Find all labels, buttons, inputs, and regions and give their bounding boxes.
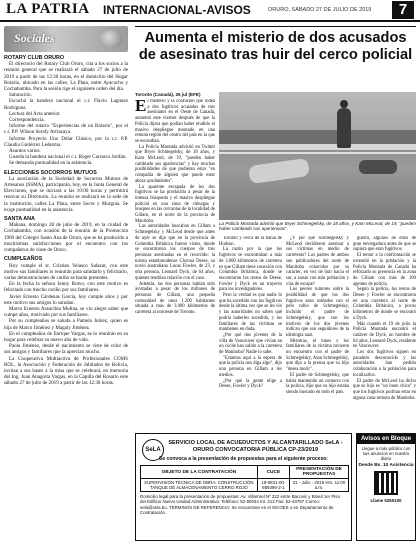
sociales-heading: SANTA ANA: [4, 216, 35, 223]
sociales-paragraph: Paola Jiménez, desde el nacimiento se viste de color de sus amigos y familiares que la aprecian mucho.: [4, 343, 128, 356]
ad-table: [140, 465, 349, 492]
sociales-heading: CUMPLEAÑOS: [4, 256, 43, 263]
sociales-paragraph: Lectura del Acta anterior.: [9, 110, 61, 117]
sociales-paragraph: Javier Ernesto Cárdenas García, hoy cumple años y por este motivo sus amigos lo saludan.: [4, 293, 128, 306]
ad-table-cell: SUPERVISIÓN TÉCNICA DE OBRA: CONSTRUCCIÓN TANQUE DE ALMACENAMIENTO CERRO ROJO: [141, 479, 258, 492]
sociales-paragraph: Mañana, domingo 28 de julio de 2019, en la ciudad de Cochabamba, con ocasión de la reunión de la Promoción 1969 del Colegio Santo Ana de Oruro, que se ha producido a muchísimas satisfacciones por el encuentro con los compañeros de clase de Oruro.: [4, 222, 128, 254]
avisos-box: [356, 433, 416, 541]
story-paragraph: La Policía Montada advirtió en Twitter que Bryer Schmegelsky, de 18 años, y Kam McLeod, de 19, "pueden haber cambiado sus apariencias" y hay muchas posibilidades de que pudieran estar "en compañía de alguien que puede estar ahora ayudándoles".: [135, 144, 215, 184]
story-headline: Aumenta el misterio de dos acusados de asesinato tras huir del cerco policial: [138, 30, 413, 63]
story-column-1: [135, 99, 215, 429]
sela-logo: SeLA: [142, 439, 164, 461]
sociales-paragraph: Salutación.: [9, 92, 32, 99]
flower-icon: [100, 30, 122, 48]
section-title: INTERNACIONAL-AVISOS: [103, 3, 251, 17]
story-paragraph: ¿Por qué dos jóvenes de la villa de Vancouver que vivían en un coche han salido a la carretera de Manitoba? Nadie lo sabe.: [219, 332, 282, 356]
story-paragraph: El padre de McLeod ha dicho que su hijo es "un buen chico" y que los fugitivos podrían estar en alguna zona remota de Manitoba.: [353, 378, 416, 401]
ad-table-header: CUCE: [257, 466, 289, 479]
newspaper-brand: LA PATRIA: [6, 1, 90, 17]
sociales-paragraph: Marco Ernesto Arancibia Molina, se vio alegre saber que cumpe años, motivado por sus familiares.: [4, 305, 128, 319]
story-paragraph: Los peores rumores sobre la posibilidad de que los dos fugitivos sean soldados con el pelo rubio de Schmegelsky, incluido el padre de Schmegelsky, que con los motivos de los dos jóvenes indican que son seguidores de la ideología nazi.: [286, 287, 349, 338]
top-rule: [135, 26, 416, 27]
ad-footer: Domicilio legal para la presentación de propuestas: Av. Villarroel Nº 222 entre Bacovic y Brasil 1er Piso del Edificio Nuevo Unidad Administrativa. Teléfono: 52-50044 Int. 212 Fax: 52-43787 Correo: sela@sela.bo. TÉRMINOS DE REFERENCIA: Se encuentran en el SICOES o en Departamento de Contratación.: [140, 494, 341, 515]
sociales-paragraph: Asuntos varios.: [9, 148, 41, 155]
sociales-title: Sociales: [14, 31, 55, 45]
ad-table-cell: 19-0831-00-959396-2-1: [257, 479, 289, 492]
ad-table-header: OBJETO DE LA CONTRATACIÓN: [141, 466, 258, 479]
avisos-subtitle: Llegue a más público con sus anuncios en nuestro diario: [361, 446, 411, 461]
sela-ad: [135, 433, 352, 541]
story-paragraph: La aparente escapada de los dos fugitivos se ha producido a pesar de la intensa búsqueda y el masivo despliegue policial en una zona de ciénagas y bosques en las cercanías de la localidad de Gillam, en el norte de la provincia de Manitoba.: [135, 184, 215, 224]
sociales-paragraph: Informe del rotario "Experiencias de un Rotario", por el c.r. P.P. Wilson Serafy Arriazaya.: [4, 123, 128, 136]
page-number: 7: [392, 1, 414, 19]
ad-table-header: PRESENTACIÓN DE PROPUESTAS: [289, 466, 348, 479]
story-paragraph: La razón por la que los fugitivos se encontraban a más de 3.000 kilómetros de carretera es que Gillam tiene conexión con Columbia Británica, donde se encontraron los restos de Deese, Fowler y Dyck en un trayecto para los investigadores.: [219, 247, 282, 293]
sociales-paragraph: La asociación de la Sociedad de Socorros Mutuos de Artesanos (SSMA), participarán, hoy, en la Junta General de Elecciones, que se iniciará a las 10:00 horas y permitirá renovar su Directorio. La reunión se realizará en la sede de la institución, calles La Plata, entre Sucre y Murguía. Se exige puntualidad en la asistencia.: [4, 175, 128, 213]
drop-cap: E: [135, 99, 147, 115]
story-paragraph: ¿Y por qué Schmegelsky y McLeod decidieron asesinar a sus víctimas en medio de carreteras? Los padres de ambos son publicadores del norte de Manitoba conocidos por su carácter, en vez de huir hacia el sur, a zonas con más población y vías de escape?: [286, 236, 349, 287]
news-photo: [219, 92, 416, 220]
story-paragraph: Pero la verdad es que nadie lo que ha sucedido con los fugitivos desde la última vez que se les vio y las autoridades no saben qué podría haberles sucedido, y los familiares de las víctimas se mantienen en duda.: [219, 293, 282, 333]
avisos-price: Desde Bs. 10 Asistencia: [358, 463, 414, 468]
sociales-heading: ROTARY CLUB ORURO: [4, 55, 65, 61]
sociales-paragraph: En la fecha la señora Jenny Bravo, con este motivo es felicitada con mucho cariño por sus familiares.: [4, 281, 128, 294]
story-column-3: [286, 236, 349, 429]
story-paragraph: Más cuando el 19 de julio la Policía Montada encontró el cadáver de Dyck, un hombre de 64 años, Leonard Dyck, residente en Vancouver.: [353, 321, 416, 350]
story-paragraph: Los dos fugitivos siguen en paradero desconocido y las autoridades han pedido colaboración a la población para localizarlos.: [353, 350, 416, 378]
story-column-2: [219, 236, 282, 429]
ad-heading: SERVICIO LOCAL DE ACUEDUCTOS Y ALCANTARILLADO SeLA - ORURO CONVOCATORIA PÚBLICA CP-23/2019: [168, 440, 343, 453]
sociales-paragraph: Informe Proyecto Uno Dólar Clásico, por la c.r. P.P. Claudia Gutiérrez Ledezma.: [4, 135, 128, 148]
sociales-heading: ELECCIONES SOCORROS MUTUOS: [4, 169, 97, 176]
sociales-paragraph: El directorio del Rotary Club Oruro, cita a los socios a la reunión general que se realizará el sábado 27 de julio de 2019 a partir de las 12:30 horas, en el domicilio del Hogar Rotario, ubicado en las calles, La Plata, entre Ayacucho y Cochabamba. Para la sesión rige el siguiente orden del día.: [4, 61, 128, 93]
sociales-paragraph: Se demanda puntualidad en la asistencia.: [9, 160, 93, 167]
story-paragraph: Las autoridades buscaban en Gillam a Schmegelsky y McLeod desde que antes de ayer se dijo que en la provincia de Columbia Británica fueron vistos, donde se encontraron los cuerpos de tres personas asesinadas en el recorrido: la turista estadounidense Chynna Deese, su novio australiano Lucas Fowler, de 23, y otra persona, Leonard Dyck, de 64 años, quienes tendrían relación con el caso.: [135, 224, 215, 281]
story-paragraph: El padre de Schmegelsky, que había mantenido un contacto con la policía, dijo que su hijo estaba siendo buscado en todo el país.: [286, 372, 349, 395]
story-paragraph: Toronto y cerca de la bahía de Hudson.: [219, 236, 282, 247]
sociales-paragraph: Por su cumpleaños se saluda a Pamela Juárez, quien es hija de Marco Jiménez y Magaly Jiménez.: [4, 318, 128, 331]
story-paragraph: guerra, algunos de ellos de gran envergadura antes de que se supiera que eran fugitivos.: [353, 236, 416, 253]
sociales-banner: [4, 26, 128, 52]
story-paragraph: Según la policía, los restos de Deese y Fowler se encontraron en una carretera al norte de Columbia Británica, a pocos kilómetros de donde se encontró a Dyck.: [353, 287, 416, 321]
avisos-phone: Llame 5250100: [370, 498, 402, 503]
sociales-paragraph: Escuchá la bandera nacional el c.r. Flavio Lagunez Rodríguez.: [4, 98, 128, 111]
story-column-4: [353, 236, 416, 429]
sociales-paragraph: En el cumpleaños de Enrique Vargas, se lo reunirán en su hogar para celebrar su nuevo año de vida.: [4, 330, 128, 343]
sociales-paragraph: Correspondencia.: [9, 117, 45, 124]
dateline: ORURO, SÁBADO 27 DE JULIO DE 2019: [268, 7, 372, 13]
photo-caption: La Policía Montada advirtió que Bryer Schmegelsky, de 18 años, y Kam McLeod, de 19, "pueden haber cambiado sus apariencias".: [219, 221, 416, 232]
page-header: [0, 0, 420, 22]
story-paragraph: Además, las dos personas habían sido avistadas a pesar de los millones de personas de Gillam, una pequeña comunidad de unos 1.200 habitantes situada a más de 3.000 kilómetros de carretera al noroeste de Toronto.: [135, 281, 215, 316]
sociales-paragraph: La Cooperativa Multiactiva de Profesionales COMS ROL, la Asociación y Federación de Jubilados de Bolivia, invitan a sus bases a la misa que se celebrará, en memoria del Ing. Juan Anagoita Vargas, en la Capilla del Rosario este sábado 27 de julio de 2019 a partir de las 12:30 horas.: [4, 355, 128, 387]
sociales-column: [4, 26, 128, 542]
story-paragraph: ¿Por qué la gente elige a Deese, Fowler y Dyck?: [219, 378, 282, 390]
ad-intro: Se convoca a la presentación de propuestas para el siguiente proceso:: [159, 456, 328, 463]
avisos-title: Avisos en Bloque: [357, 434, 415, 444]
story-paragraph: El temor a la confrontación se extendió en la población y la Policía Montada de Canadá ha reforzado su presencia en la zona de Gillam con más de 100 agentes de policía.: [353, 253, 416, 287]
sociales-paragraph: Guarda la bandera nacional el c.r. Roger Carrasco Jordán.: [9, 154, 127, 161]
sociales-body: [4, 55, 128, 387]
story-paragraph: Mientras, el lunes y los familiares de la víctima tuvieron un encuentro con el padre de Schmegelsky, Alan Schmegelsky, que dijo a la prensa que su hijo "desea morir".: [286, 338, 349, 373]
qr-code-icon: [374, 471, 398, 495]
ad-table-cell: 31 - Julio - 2019 Hrs. 11:00 a.m.: [289, 479, 348, 492]
story-paragraph: El misterio y la confusión que rodea a dos fugitivos acusados de tres asesinatos en el Oeste de Canadá, aumentó este viernes después de que la Policía dijera que podían haber eludido el masivo despliegue montado en una remota región del centro del país en la que se escondían.: [135, 99, 215, 144]
sociales-paragraph: Hoy cumple el sr. Cristian Velasco Salazar, con este motivo sus familiares lo reunirán para saludarlo y felicitarlo, varias demostraciones de cariño se harán presentes.: [4, 262, 128, 281]
story-paragraph: "Estamos aquí a la espera de que la policía nos diga algo", dijo una persona en Gillam a los medios.: [219, 355, 282, 378]
story-byline: Toronto (Canadá), 26 jul (EFE): [135, 92, 201, 97]
